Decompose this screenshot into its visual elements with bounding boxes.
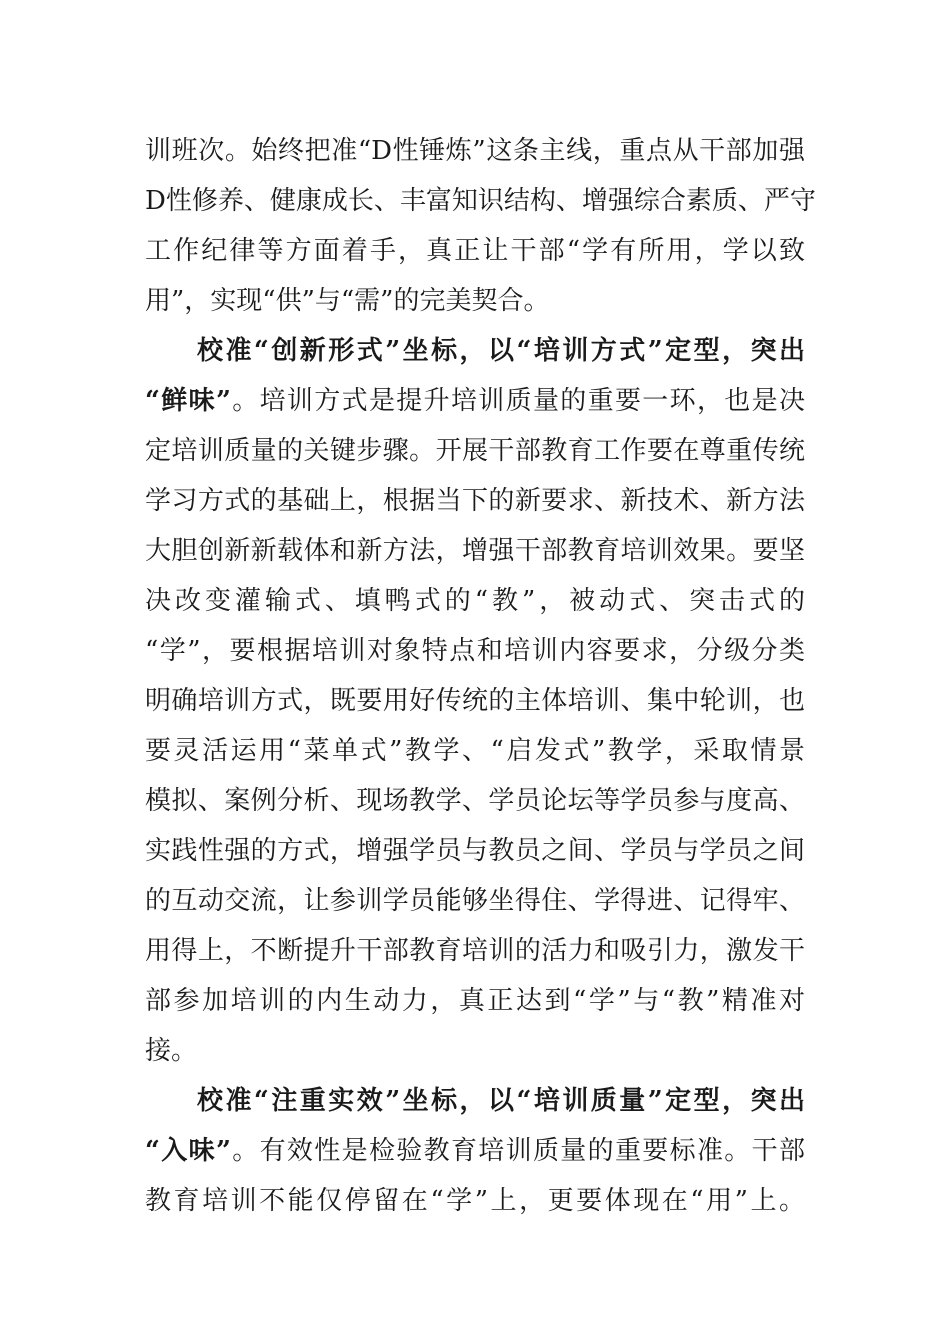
section-heading-continuation xyxy=(145,1131,805,1171)
text-line: 定培训质量的关键步骤。开展干部教育工作要在尊重传统 xyxy=(145,436,805,466)
text-line: 的互动交流，让参训学员能够坐得住、学得进、记得牢、 xyxy=(145,886,805,916)
heading-keyword: “鲜味” xyxy=(145,386,231,416)
text-line: 部参加培训的内生动力，真正达到“学”与“教”精准对 xyxy=(145,986,805,1016)
text-line: 大胆创新新载体和新方法，增强干部教育培训效果。要坚 xyxy=(145,536,805,566)
heading-rest-text: 。有效性是检验教育培训质量的重要标准。干部 xyxy=(230,1136,805,1166)
text-line: 实践性强的方式，增强学员与教员之间、学员与学员之间 xyxy=(145,836,805,866)
text-line: 教育培训不能仅停留在“学”上，更要体现在“用”上。 xyxy=(145,1186,805,1216)
text-line: D性修养、健康成长、丰富知识结构、增强综合素质、严守 xyxy=(145,186,816,216)
text-line: 要灵活运用“菜单式”教学、“启发式”教学，采取情景 xyxy=(145,736,805,766)
text-line: 用得上，不断提升干部教育培训的活力和吸引力，激发干 xyxy=(145,936,805,966)
text-line: 工作纪律等方面着手，真正让干部“学有所用，学以致 xyxy=(145,236,805,266)
text-line: 接。 xyxy=(145,1036,198,1066)
text-line: 用”，实现“供”与“需”的完美契合。 xyxy=(145,286,550,316)
text-line: 模拟、案例分析、现场教学、学员论坛等学员参与度高、 xyxy=(145,786,805,816)
heading-rest-text: 。培训方式是提升培训质量的重要一环，也是决 xyxy=(230,386,805,416)
section-heading: 校准“注重实效”坐标，以“培训质量”定型，突出 xyxy=(197,1086,805,1116)
section-heading: 校准“创新形式”坐标，以“培训方式”定型，突出 xyxy=(197,336,805,366)
text-line: 明确培训方式，既要用好传统的主体培训、集中轮训，也 xyxy=(145,686,805,716)
text-line: 决改变灌输式、填鸭式的“教”，被动式、突击式的 xyxy=(145,586,805,616)
text-line: 训班次。始终把准“D性锤炼”这条主线，重点从干部加强 xyxy=(145,136,805,166)
heading-keyword: “入味” xyxy=(145,1136,231,1166)
section-heading-continuation xyxy=(145,381,805,421)
text-line: “学”，要根据培训对象特点和培训内容要求，分级分类 xyxy=(145,636,805,666)
text-line: 学习方式的基础上，根据当下的新要求、新技术、新方法 xyxy=(145,486,805,516)
